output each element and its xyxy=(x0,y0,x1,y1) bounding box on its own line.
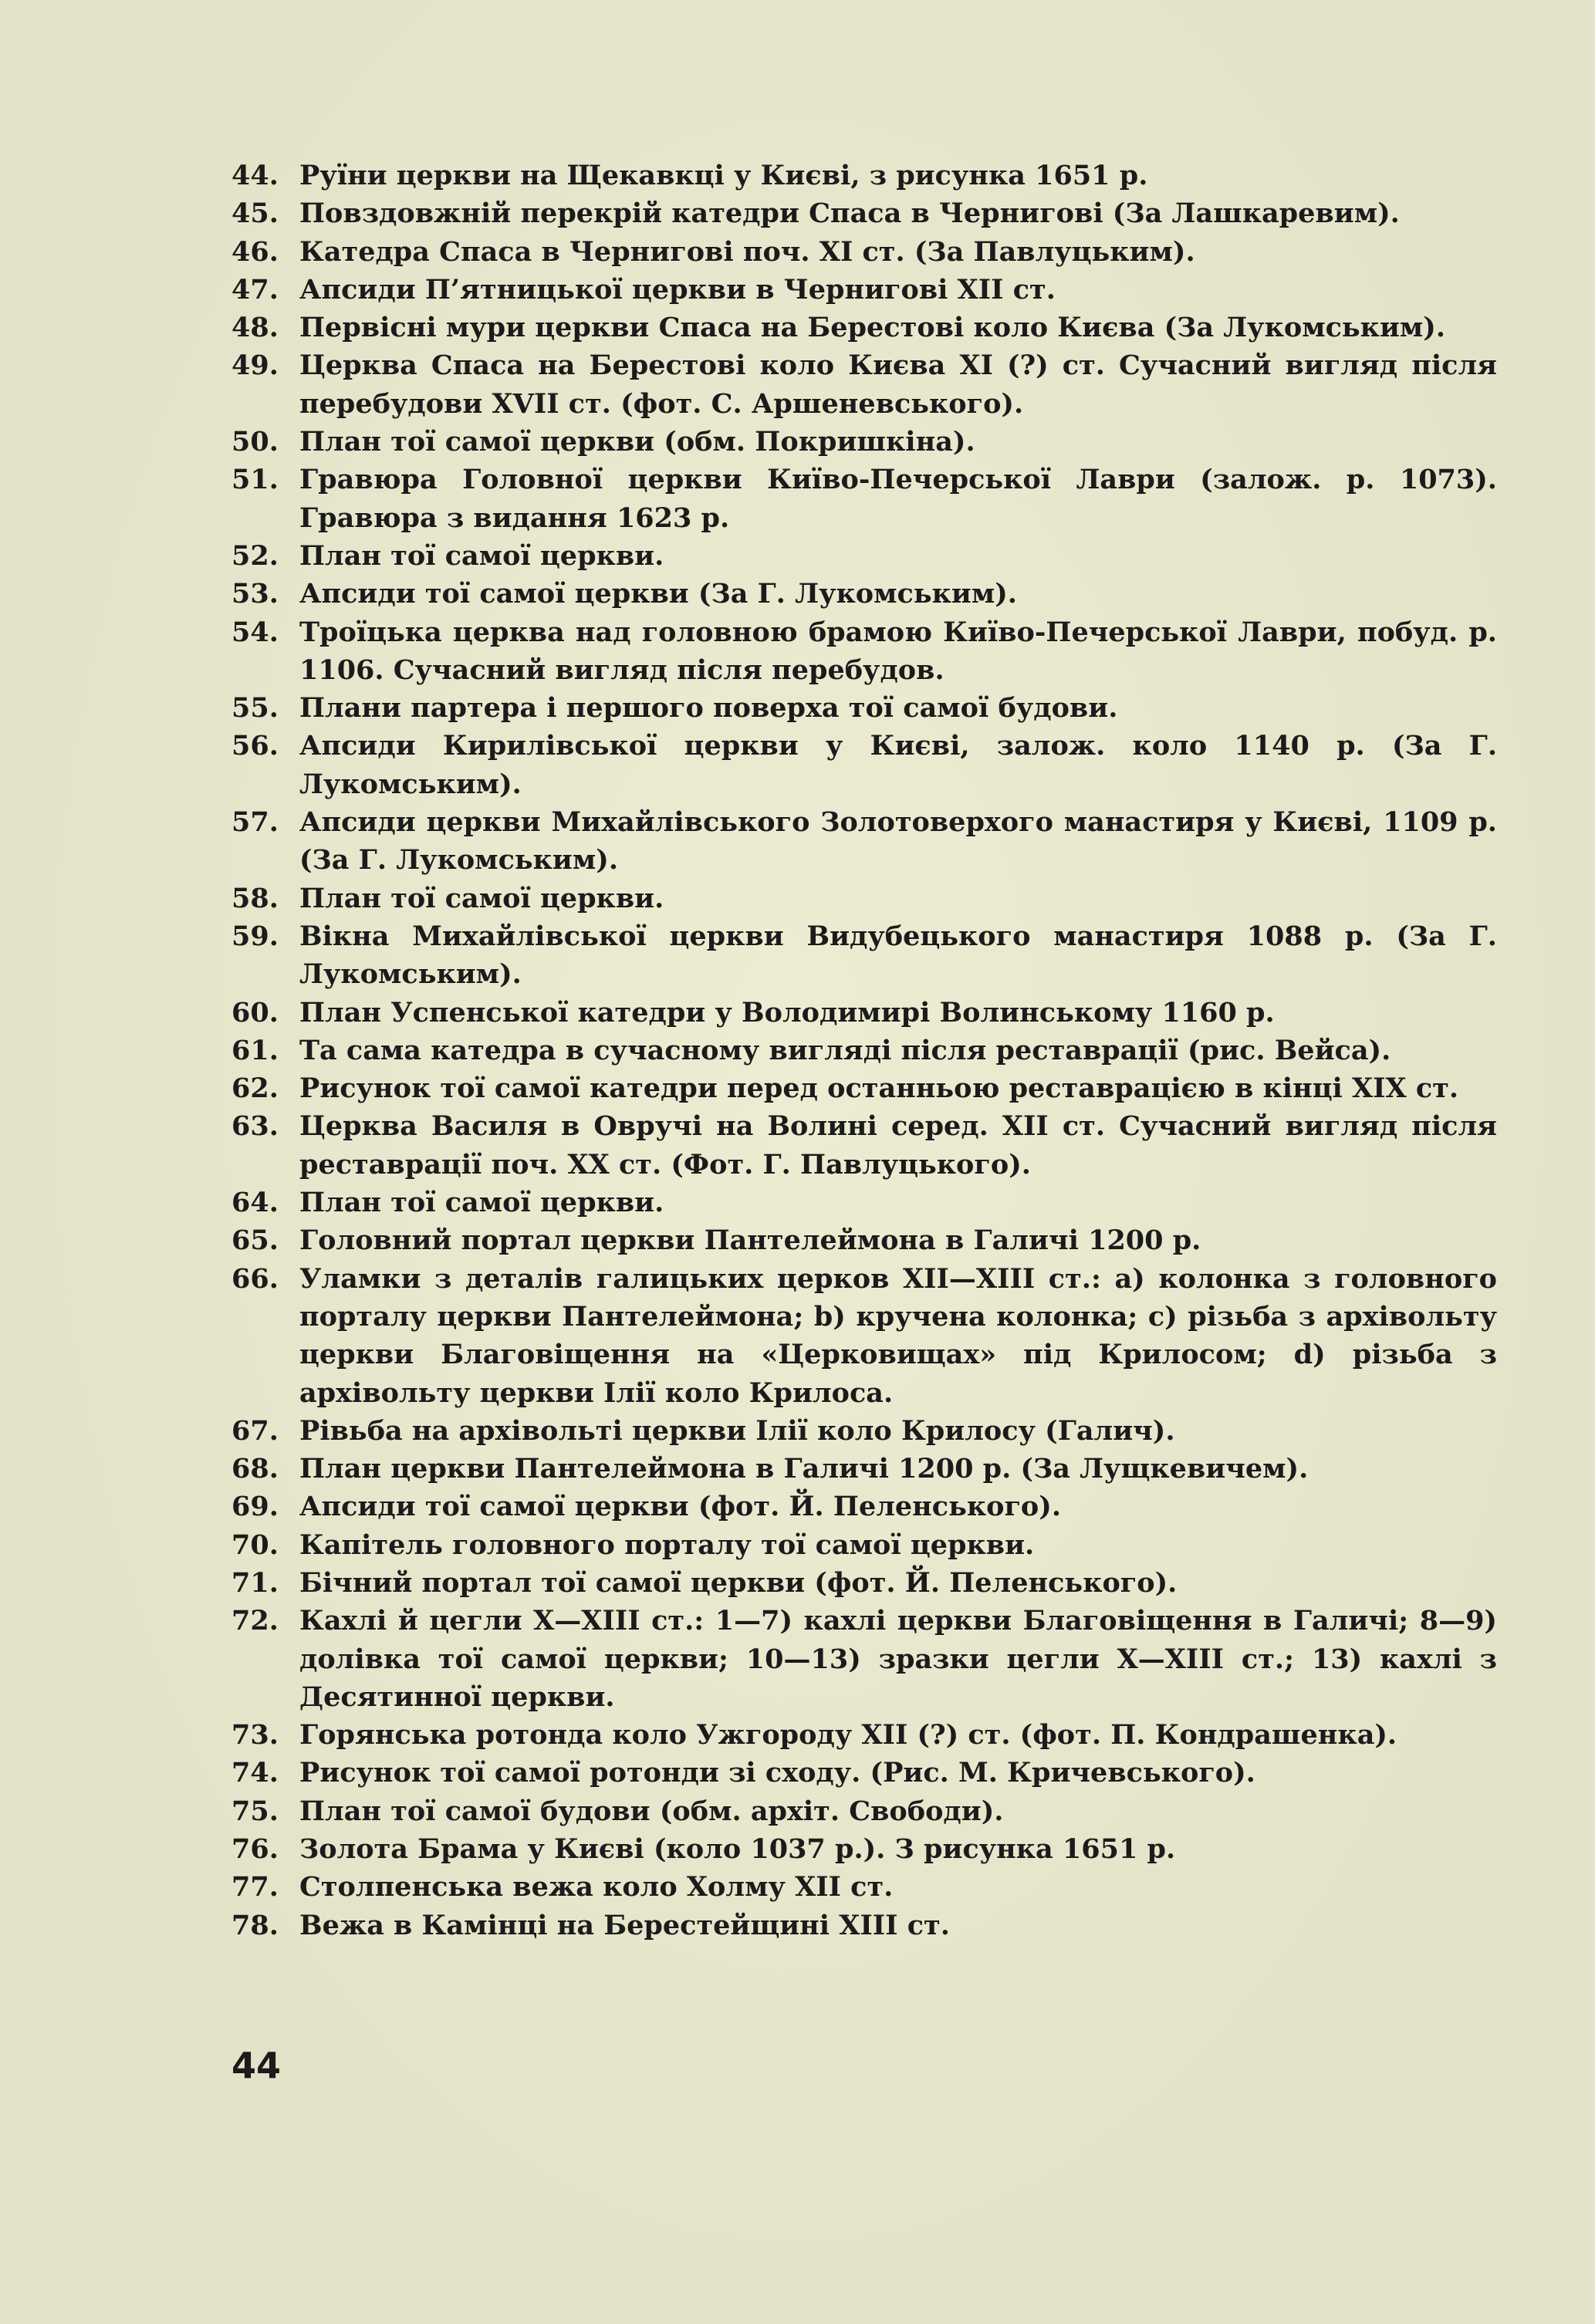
caption-item xyxy=(231,994,1497,1032)
caption-number: 57. xyxy=(231,806,279,839)
caption-item xyxy=(231,727,1497,803)
caption-item xyxy=(231,233,1497,271)
caption-number: 54. xyxy=(231,616,279,648)
caption-text: Золота Брама у Києві (коло 1037 р.). З рисунка 1651 р. xyxy=(299,1833,1176,1866)
caption-number: 78. xyxy=(231,1909,279,1941)
caption-text: Церква Спаса на Берестові коло Києва XI (?) ст. Сучасний вигляд після перебудови XVII ст. (фот. С. Аршеневського). xyxy=(299,350,1497,420)
caption-text: План тої самої церкви. xyxy=(299,1187,664,1219)
caption-item xyxy=(231,1450,1497,1488)
caption-item xyxy=(231,1184,1497,1221)
caption-text: Столпенська вежа коло Холму XII ст. xyxy=(299,1871,894,1903)
caption-item xyxy=(231,1526,1497,1564)
caption-text: Плани партера і першого поверха тої самої будови. xyxy=(299,692,1118,725)
caption-text: Гравюра Головної церкви Київо-Печерської Лаври (залож. р. 1073). Гравюра з видання 1623 р. xyxy=(299,464,1497,534)
caption-item xyxy=(231,1221,1497,1259)
caption-number: 71. xyxy=(231,1566,279,1599)
caption-text: Бічний портал тої самої церкви (фот. Й. Пеленського). xyxy=(299,1566,1178,1599)
caption-item xyxy=(231,880,1497,917)
caption-item xyxy=(231,689,1497,727)
caption-item xyxy=(231,194,1497,232)
caption-text: Рисунок тої самої катедри перед останньою реставрацією в кінці XIX ст. xyxy=(299,1072,1459,1105)
caption-number: 47. xyxy=(231,273,279,306)
caption-text: Капітель головного порталу тої самої церкви. xyxy=(299,1529,1035,1561)
caption-number: 55. xyxy=(231,692,279,725)
caption-text: Катедра Спаса в Чернигові поч. XI ст. (За Павлуцьким). xyxy=(299,235,1195,268)
caption-number: 53. xyxy=(231,578,279,610)
caption-text: Троїцька церква над головною брамою Київо-Печерської Лаври, побуд. р. 1106. Сучасний вигляд після перебудов. xyxy=(299,616,1497,686)
caption-item xyxy=(231,1716,1497,1754)
illustration-captions-list xyxy=(231,157,1497,1944)
caption-item xyxy=(231,1830,1497,1868)
caption-text: Церква Василя в Овручі на Волині серед. XII ст. Сучасний вигляд після реставрації поч. XX ст. (Фот. Г. Павлуцького). xyxy=(299,1110,1497,1181)
caption-text: Руїни церкви на Щекавкці у Києві, з рисунка 1651 р. xyxy=(299,160,1148,191)
caption-text: План тої самої церкви. xyxy=(299,882,664,914)
caption-number: 50. xyxy=(231,426,279,458)
caption-number: 44. xyxy=(231,160,279,191)
caption-number: 51. xyxy=(231,464,279,496)
caption-number: 65. xyxy=(231,1224,279,1257)
caption-text: Горянська ротонда коло Ужгороду XII (?) ст. (фот. П. Кондрашенка). xyxy=(299,1719,1397,1751)
caption-text: Кахлі й цегли X—XIII ст.: 1—7) кахлі церкви Благовіщення в Галичі; 8—9) долівка тої самої церкви; 10—13) зразки цегли X—XIII ст.; 13) кахлі з Десятинної церкви. xyxy=(299,1605,1497,1713)
caption-number: 60. xyxy=(231,996,279,1029)
caption-number: 77. xyxy=(231,1871,279,1903)
caption-item xyxy=(231,613,1497,690)
caption-text: Апсиди церкви Михайлівського Золотоверхого манастиря у Києві, 1109 р. (За Г. Лукомським). xyxy=(299,806,1497,877)
caption-number: 74. xyxy=(231,1757,279,1789)
caption-item xyxy=(231,1488,1497,1525)
caption-item xyxy=(231,1412,1497,1450)
caption-number: 73. xyxy=(231,1719,279,1751)
caption-item xyxy=(231,1754,1497,1792)
caption-item xyxy=(231,803,1497,880)
caption-item xyxy=(231,423,1497,461)
caption-text: Повздовжній перекрій катедри Спаса в Чернигові (За Лашкаревим). xyxy=(299,198,1400,230)
caption-item xyxy=(231,309,1497,346)
caption-item xyxy=(231,1260,1497,1412)
caption-text: Рівьба на архівольті церкви Ілії коло Крилосу (Галич). xyxy=(299,1414,1175,1447)
caption-number: 48. xyxy=(231,312,279,344)
caption-text: Рисунок тої самої ротонди зі сходу. (Рис. М. Кричевського). xyxy=(299,1757,1255,1789)
caption-text: Головний портал церкви Пантелеймона в Галичі 1200 р. xyxy=(299,1224,1201,1257)
caption-number: 67. xyxy=(231,1414,279,1447)
caption-item xyxy=(231,346,1497,423)
caption-number: 45. xyxy=(231,198,279,230)
caption-item xyxy=(231,1107,1497,1184)
caption-text: Уламки з деталів галицьких церков XII—XIII ст.: а) колонка з головного порталу церкви Пантелеймона; b) кручена колонка; c) різьба з архівольту церкви Благовіщення на «Церковищах» під Крилосом; d) різьба з архівольту церкви Ілії коло Крилоса. xyxy=(299,1262,1497,1409)
caption-item xyxy=(231,1868,1497,1906)
caption-text: План церкви Пантелеймона в Галичі 1200 р. (За Лущкевичем). xyxy=(299,1453,1309,1485)
caption-number: 75. xyxy=(231,1795,279,1827)
caption-text: Первісні мури церкви Спаса на Берестові коло Києва (За Лукомським). xyxy=(299,312,1446,344)
caption-text: Апсиди тої самої церкви (фот. Й. Пеленського). xyxy=(299,1491,1062,1523)
caption-text: Вікна Михайлівської церкви Видубецького манастиря 1088 р. (За Г. Лукомським). xyxy=(299,920,1497,991)
caption-item xyxy=(231,537,1497,575)
caption-number: 52. xyxy=(231,539,279,572)
caption-number: 70. xyxy=(231,1529,279,1561)
caption-number: 49. xyxy=(231,350,279,382)
caption-item xyxy=(231,1907,1497,1944)
caption-number: 69. xyxy=(231,1491,279,1523)
caption-text: Апсиди Кирилівської церкви у Києві, залож. коло 1140 р. (За Г. Лукомським). xyxy=(299,730,1497,800)
caption-item xyxy=(231,461,1497,537)
caption-item xyxy=(231,917,1497,994)
caption-number: 46. xyxy=(231,235,279,268)
caption-text: Та сама катедра в сучасному вигляді після реставрації (рис. Вейса). xyxy=(299,1034,1391,1066)
caption-number: 56. xyxy=(231,730,279,762)
page-number: 44 xyxy=(231,2045,282,2086)
caption-item xyxy=(231,271,1497,309)
caption-number: 62. xyxy=(231,1072,279,1105)
caption-text: Апсиди П’ятницької церкви в Чернигові XII ст. xyxy=(299,273,1056,306)
caption-number: 61. xyxy=(231,1034,279,1066)
caption-item xyxy=(231,1032,1497,1069)
caption-text: Вежа в Камінці на Берестейщині XIII ст. xyxy=(299,1909,950,1941)
caption-number: 72. xyxy=(231,1605,279,1637)
caption-text: План Успенської катедри у Володимирі Волинському 1160 р. xyxy=(299,996,1275,1029)
caption-item xyxy=(231,157,1497,194)
caption-text: План тої самої будови (обм. архіт. Свободи). xyxy=(299,1795,1004,1827)
caption-text: Апсиди тої самої церкви (За Г. Лукомським). xyxy=(299,578,1017,610)
caption-item xyxy=(231,1792,1497,1830)
caption-number: 63. xyxy=(231,1110,279,1143)
caption-text: План тої самої церкви. xyxy=(299,539,664,572)
caption-item xyxy=(231,1069,1497,1107)
caption-number: 68. xyxy=(231,1453,279,1485)
caption-item xyxy=(231,575,1497,613)
caption-number: 76. xyxy=(231,1833,279,1866)
caption-item xyxy=(231,1564,1497,1602)
caption-number: 59. xyxy=(231,920,279,952)
caption-number: 66. xyxy=(231,1262,279,1295)
caption-number: 64. xyxy=(231,1187,279,1219)
caption-item xyxy=(231,1602,1497,1716)
caption-number: 58. xyxy=(231,882,279,914)
caption-text: План тої самої церкви (обм. Покришкіна). xyxy=(299,426,975,458)
